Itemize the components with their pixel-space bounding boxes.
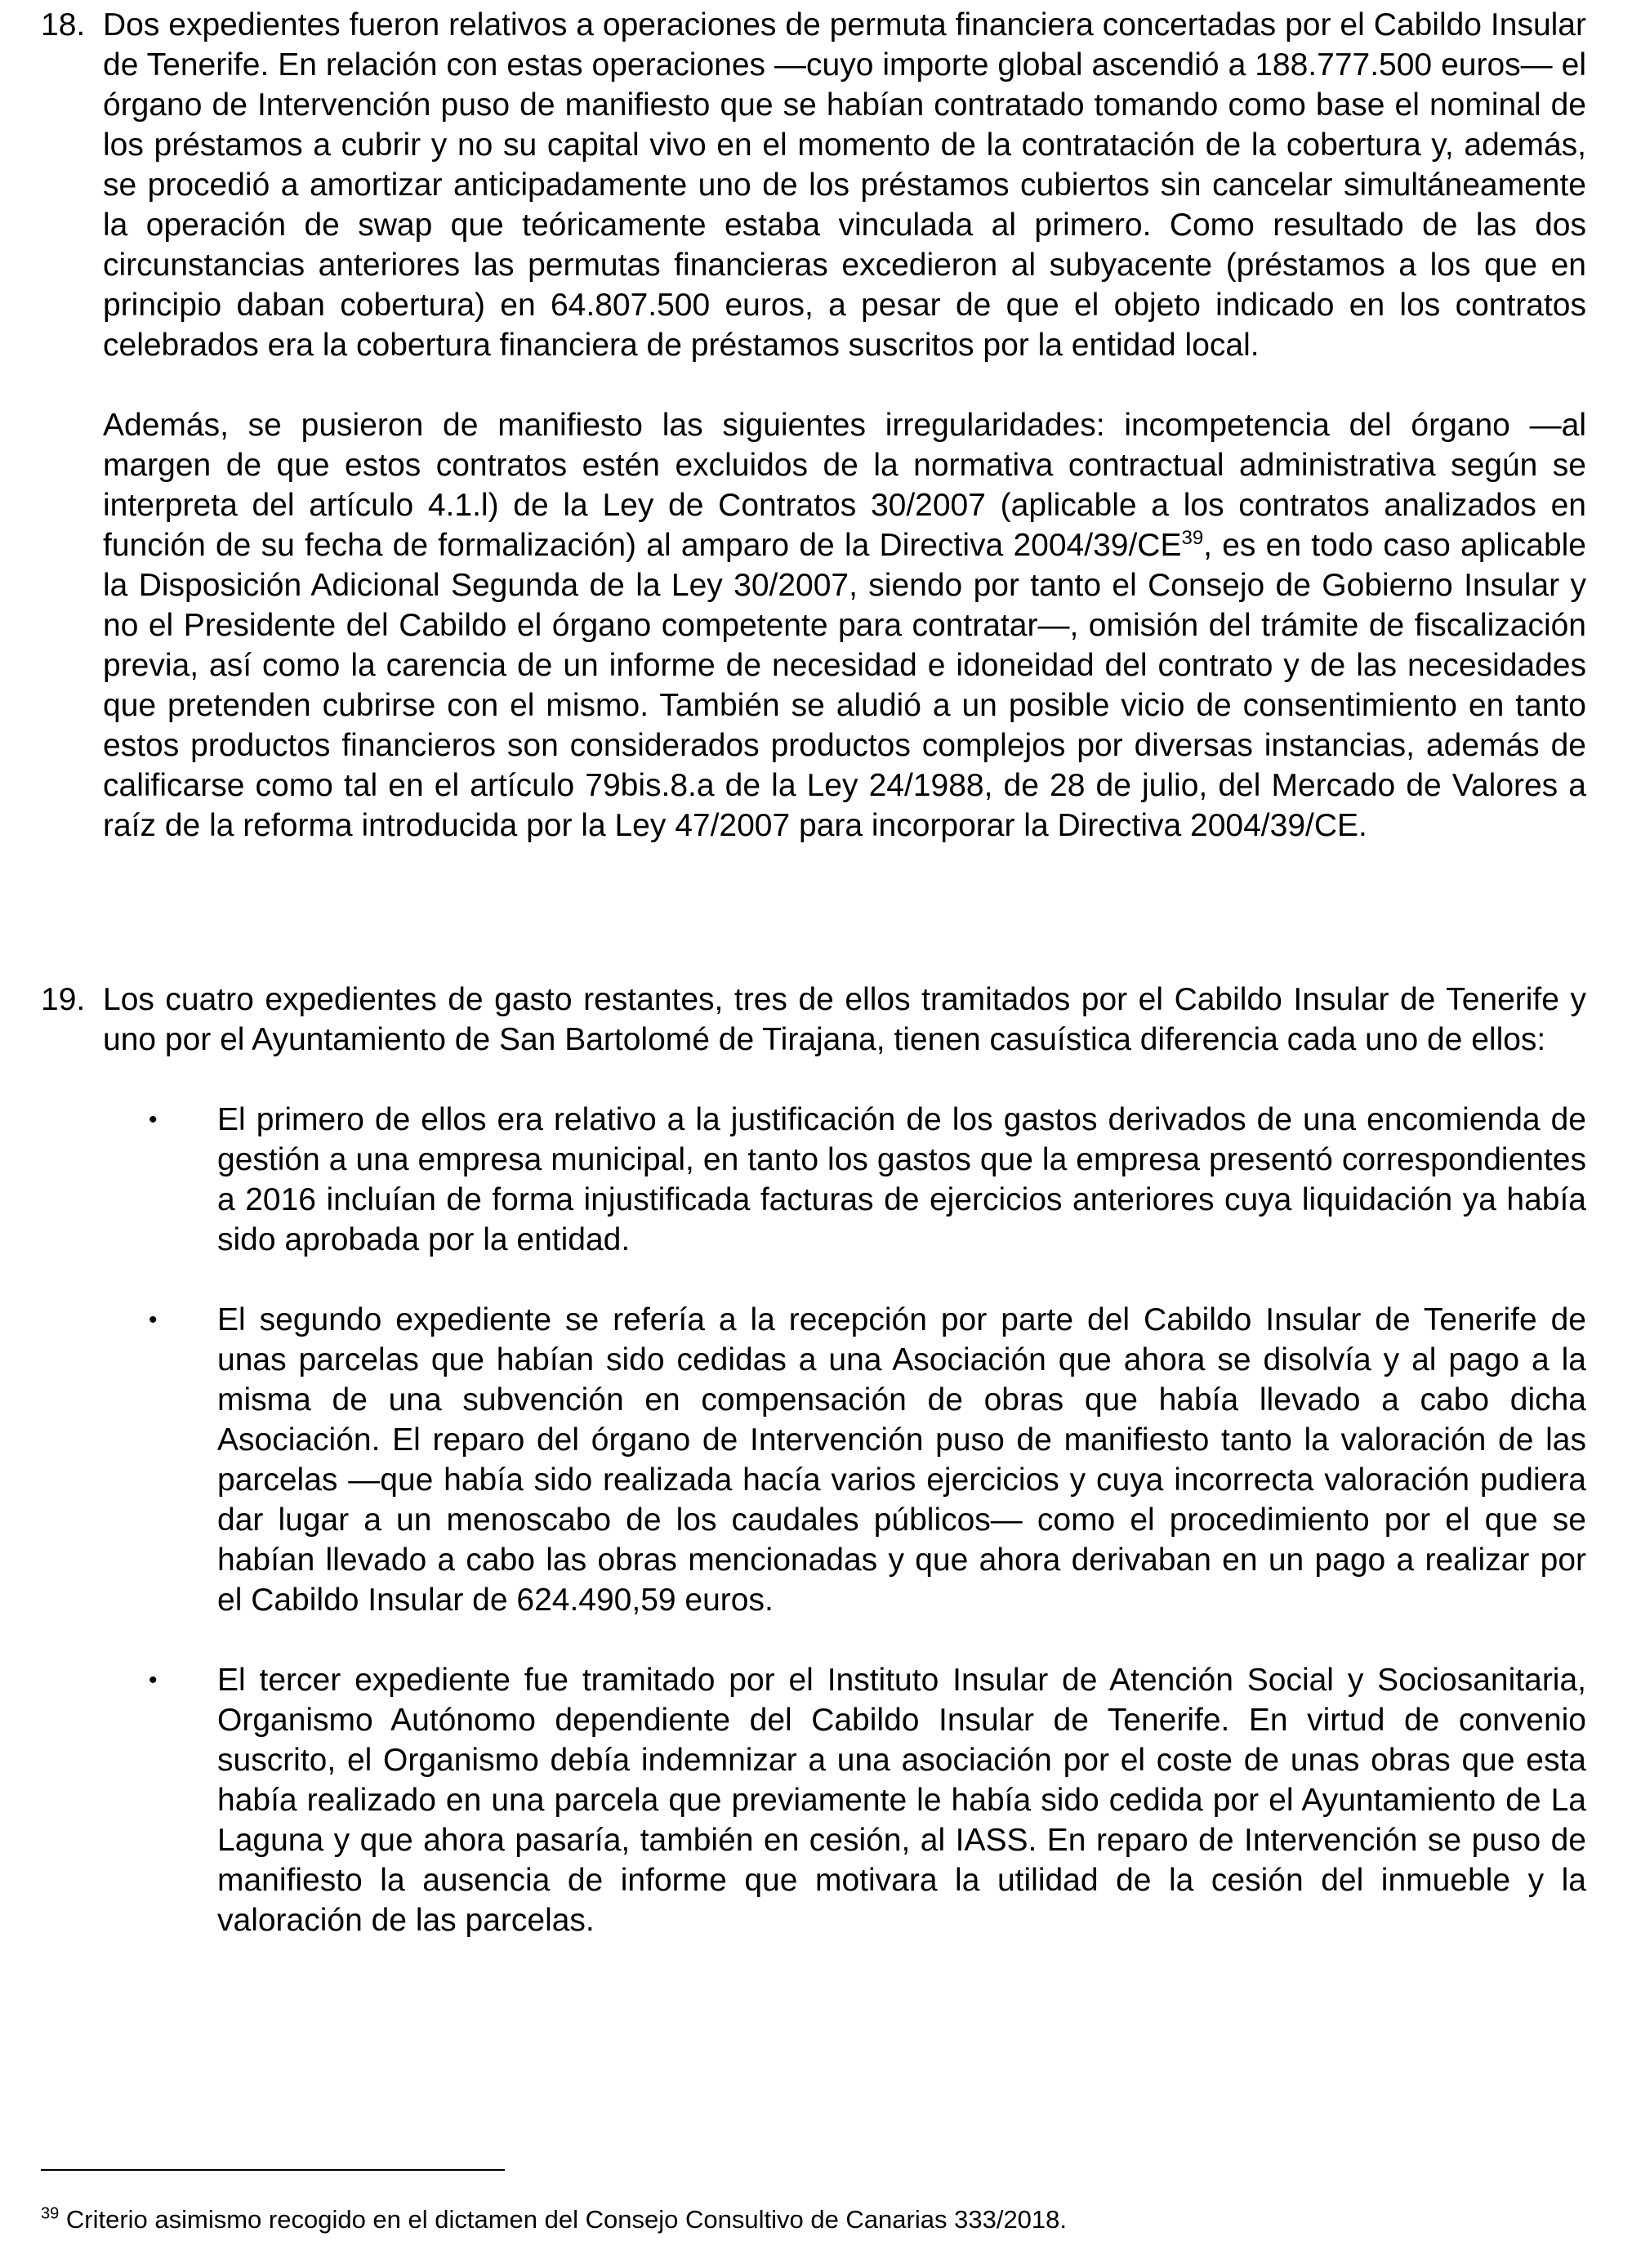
numbered-item-19 [41,980,1586,1940]
list-item-text: El segundo expediente se refería a la recepción por parte del Cabildo Insular de Tenerife de unas parcelas que habían sido cedidas a una Asociación que ahora se disolvía y al pago a la misma de una subvención en compensación de obras que había llevado a cabo dicha Asociación. El reparo del órgano de Intervención puso de manifiesto tanto la valoración de las parcelas —que había sido realizada hacía varios ejercicios y cuya incorrecta valoración pudiera dar lugar a un menoscabo de los caudales públicos— como el procedimiento por el que se habían llevado a cabo las obras mencionadas y que ahora derivaban en un pago a realizar por el Cabildo Insular de 624.490,59 euros. [217,1302,1586,1618]
footnote-ref[interactable]: 39 [1181,527,1204,549]
footnote-number: 39 [41,2204,60,2223]
paragraph-text: , es en todo caso aplicable la Disposición Adicional Segunda de la Ley 30/2007, siendo por tanto el Consejo de Gobierno Insular y no el Presidente del Cabildo el órgano competente para contratar—, omisión del trámite de fiscalización previa, así como la carencia de un informe de necesidad e idoneidad del contrato y de las necesidades que pretenden cubrirse con el mismo. También se aludió a un posible vicio de consentimiento en tanto estos productos financieros son considerados productos complejos por diversas instancias, además de calificarse como tal en el artículo 79bis.8.a de la Ley 24/1988, de 28 de julio, del Mercado de Valores a raíz de la reforma introducida por la Ley 47/2007 para incorporar la Directiva 2004/39/CE. [103,528,1586,843]
footnote-separator [41,2169,505,2171]
paragraph-text: Además, se pusieron de manifiesto las siguientes irregularidades: incompetencia del órgano —al margen de que estos contratos estén excluidos de la normativa contractual administrativa según se interpreta del artículo 4.1.l) de la Ley de Contratos 30/2007 (aplicable a los contratos analizados en función de su fecha de formalización) al amparo de la Directiva 2004/39/CE [103,408,1586,563]
item-number: 18. [41,7,86,42]
item-body [103,980,1586,1940]
paragraph [103,405,1586,846]
paragraph: Los cuatro expedientes de gasto restantes, tres de ellos tramitados por el Cabildo Insular de Tenerife y uno por el Ayuntamiento de San Bartolomé de Tirajana, tienen casuística diferencia cada uno de ellos: [103,982,1586,1057]
list-item [103,1660,1586,1940]
bullet-icon: • [149,1106,158,1133]
numbered-item-18 [41,5,1586,846]
bullet-icon: • [149,1306,158,1333]
footnote [41,2203,1586,2236]
list-item [103,1100,1586,1260]
item-number: 19. [41,982,86,1017]
list-item-text: El primero de ellos era relativo a la justificación de los gastos derivados de una encomienda de gestión a una empresa municipal, en tanto los gastos que la empresa presentó correspondientes a 2016 incluían de forma injustificada facturas de ejercicios anteriores cuya liquidación ya había sido aprobada por la entidad. [217,1102,1586,1257]
list-item [103,1300,1586,1620]
bullet-list [103,1100,1586,1940]
list-item-text: El tercer expediente fue tramitado por el Instituto Insular de Atención Social y Sociosanitaria, Organismo Autónomo dependiente del Cabildo Insular de Tenerife. En virtud de convenio suscrito, el Organismo debía indemnizar a una asociación por el coste de unas obras que esta había realizado en una parcela que previamente le había sido cedida por el Ayuntamiento de La Laguna y que ahora pasaría, también en cesión, al IASS. En reparo de Intervención se puso de manifiesto la ausencia de informe que motivara la utilidad de la cesión del inmueble y la valoración de las parcelas. [217,1663,1586,1938]
footnote-text: Criterio asimismo recogido en el dictamen del Consejo Consultivo de Canarias 333/2018. [59,2205,1068,2234]
paragraph: Dos expedientes fueron relativos a operaciones de permuta financiera concertadas por el Cabildo Insular de Tenerife. En relación con estas operaciones —cuyo importe global ascendió a 188.777.500 euros— el órgano de Intervención puso de manifiesto que se habían contratado tomando como base el nominal de los préstamos a cubrir y no su capital vivo en el momento de la contratación de la cobertura y, además, se procedió a amortizar anticipadamente uno de los préstamos cubiertos sin cancelar simultáneamente la operación de swap que teóricamente estaba vinculada al primero. Como resultado de las dos circunstancias anteriores las permutas financieras excedieron al subyacente (préstamos a los que en principio daban cobertura) en 64.807.500 euros, a pesar de que el objeto indicado en los contratos celebrados era la cobertura financiera de préstamos suscritos por la entidad local. [103,7,1586,363]
item-body [103,5,1586,846]
bullet-icon: • [149,1667,158,1694]
